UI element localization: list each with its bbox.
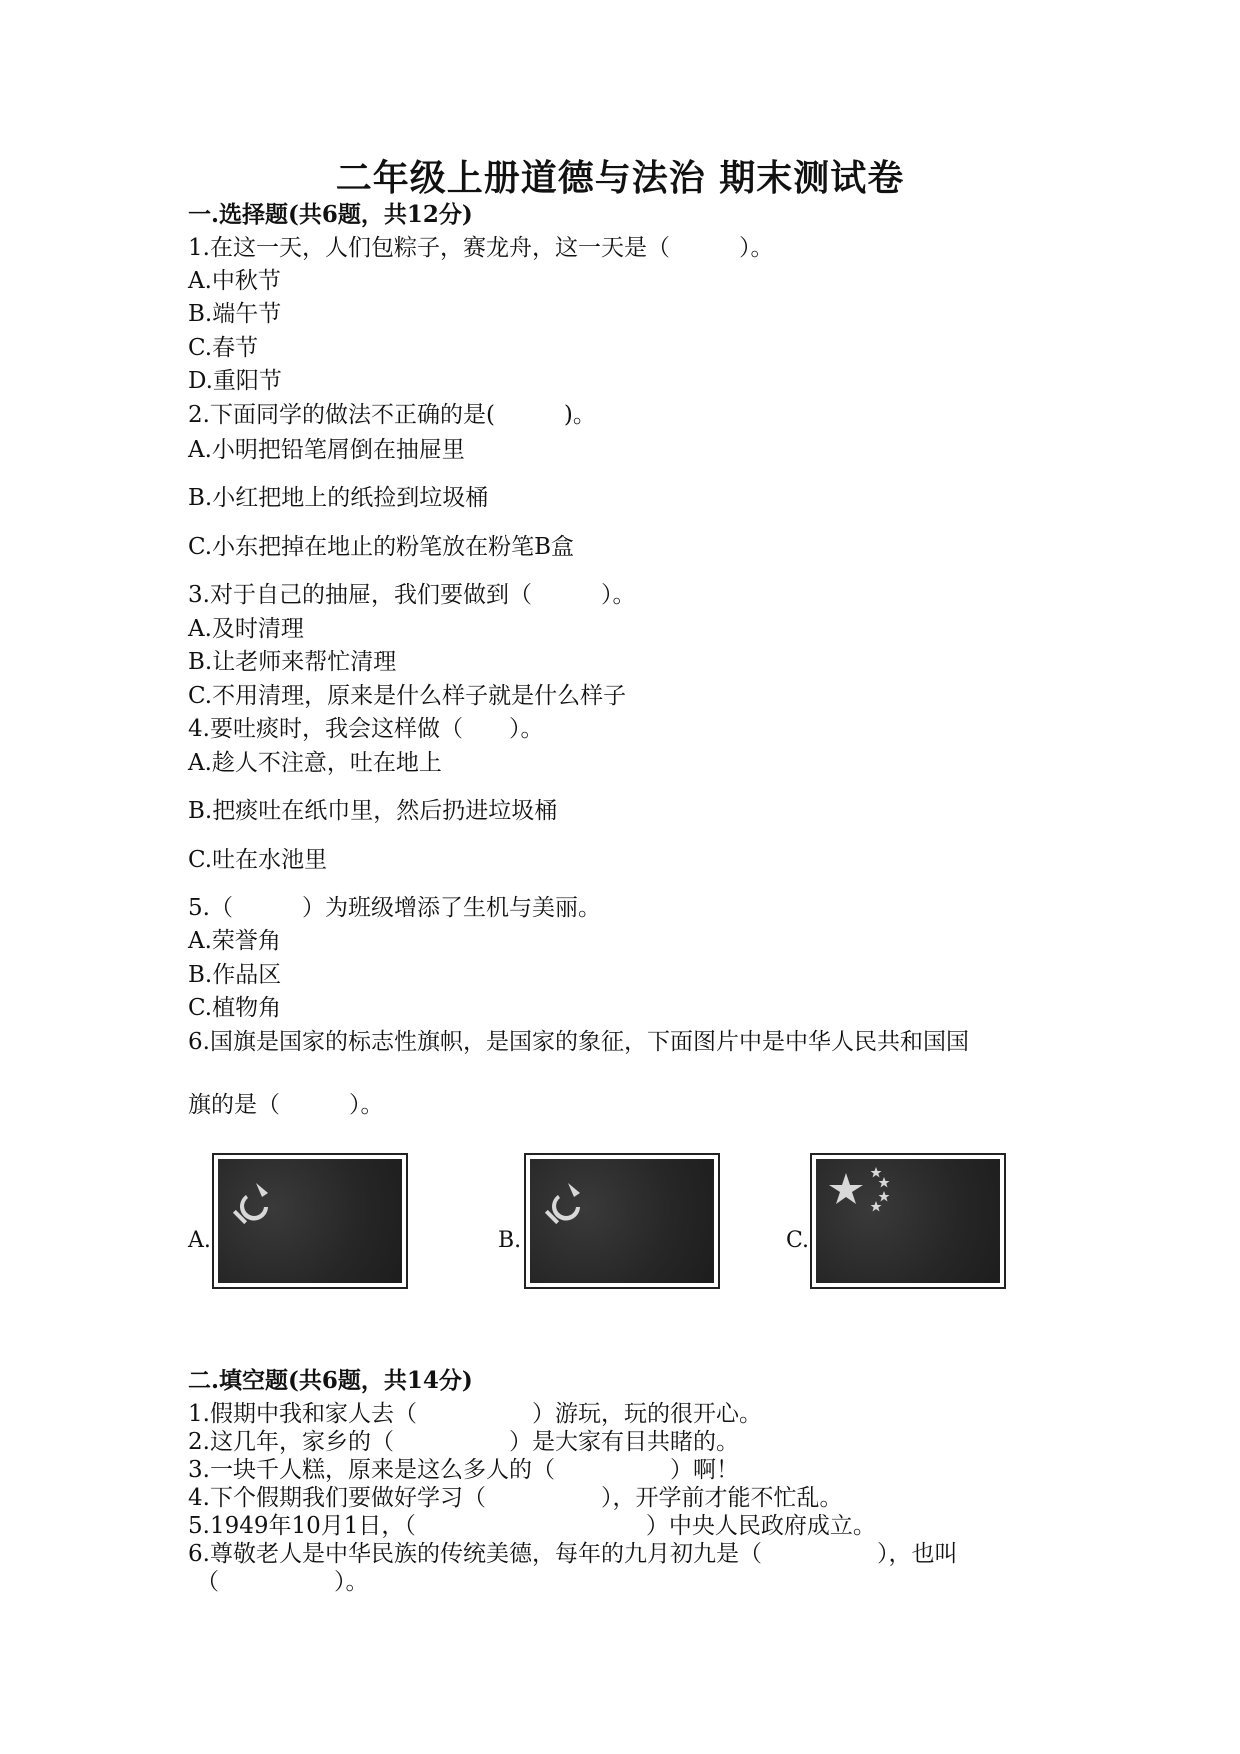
- page-title: 二年级上册道德与法治 期末测试卷: [335, 157, 905, 199]
- question-4-option-c: C.吐在水池里: [188, 847, 328, 873]
- fill-question-1: 1.假期中我和家人去（ ）游玩，玩的很开心。: [188, 1401, 762, 1427]
- flag-option-a-label: A.: [188, 1228, 211, 1253]
- question-1-option-b: B.端午节: [188, 301, 282, 327]
- question-6-stem-line1: 6.国旗是国家的标志性旗帜，是国家的象征，下面图片中是中华人民共和国国: [188, 1029, 969, 1055]
- question-2-option-b: B.小红把地上的纸捡到垃圾桶: [188, 485, 489, 511]
- question-3-option-c: C.不用清理，原来是什么样子就是什么样子: [188, 683, 627, 709]
- fill-question-2: 2.这几年，家乡的（ ）是大家有目共睹的。: [188, 1429, 739, 1455]
- question-1-stem: 1.在这一天，人们包粽子，赛龙舟，这一天是（ ）。: [188, 235, 774, 261]
- fill-question-6-line1: 6.尊敬老人是中华民族的传统美德，每年的九月初九是（ ），也叫: [188, 1541, 958, 1567]
- question-5-option-c: C.植物角: [188, 995, 282, 1021]
- question-2-option-c: C.小东把掉在地止的粉笔放在粉笔B盒: [188, 534, 574, 560]
- question-4-stem: 4.要吐痰时，我会这样做（ ）。: [188, 716, 544, 742]
- question-5-option-b: B.作品区: [188, 962, 282, 988]
- party-flag-icon: [218, 1159, 402, 1283]
- section2-heading: 二.填空题(共6题，共14分): [188, 1367, 473, 1394]
- question-5-stem: 5.（ ）为班级增添了生机与美丽。: [188, 895, 601, 921]
- question-4-option-a: A.趁人不注意，吐在地上: [188, 750, 442, 776]
- national-flag-icon: [816, 1159, 1000, 1283]
- question-1-option-c: C.春节: [188, 335, 259, 361]
- question-6-stem-line2: 旗的是（ ）。: [188, 1092, 384, 1118]
- question-3-option-b: B.让老师来帮忙清理: [188, 649, 397, 675]
- fill-question-5: 5.1949年10月1日，（ ）中央人民政府成立。: [188, 1513, 876, 1539]
- question-1-option-a: A.中秋节: [188, 268, 281, 294]
- flag-option-b: [524, 1153, 720, 1289]
- question-1-option-d: D.重阳节: [188, 368, 282, 394]
- party-flag-icon: [530, 1159, 714, 1283]
- question-4-option-b: B.把痰吐在纸巾里，然后扔进垃圾桶: [188, 798, 558, 824]
- question-3-stem: 3.对于自己的抽屉，我们要做到（ ）。: [188, 582, 636, 608]
- flag-option-c: [810, 1153, 1006, 1289]
- question-5-option-a: A.荣誉角: [188, 928, 281, 954]
- fill-question-4: 4.下个假期我们要做好学习（ ），开学前才能不忙乱。: [188, 1485, 843, 1511]
- fill-question-6-line2: （ ）。: [196, 1569, 369, 1595]
- flag-option-a: [212, 1153, 408, 1289]
- question-2-stem: 2.下面同学的做法不正确的是( )。: [188, 402, 596, 428]
- section1-heading: 一.选择题(共6题，共12分): [188, 201, 473, 228]
- flag-option-b-label: B.: [498, 1228, 522, 1253]
- question-3-option-a: A.及时清理: [188, 616, 304, 642]
- question-2-option-a: A.小明把铅笔屑倒在抽屉里: [188, 437, 465, 463]
- fill-question-3: 3.一块千人糕，原来是这么多人的（ ）啊！: [188, 1457, 739, 1483]
- flag-option-c-label: C.: [786, 1228, 810, 1253]
